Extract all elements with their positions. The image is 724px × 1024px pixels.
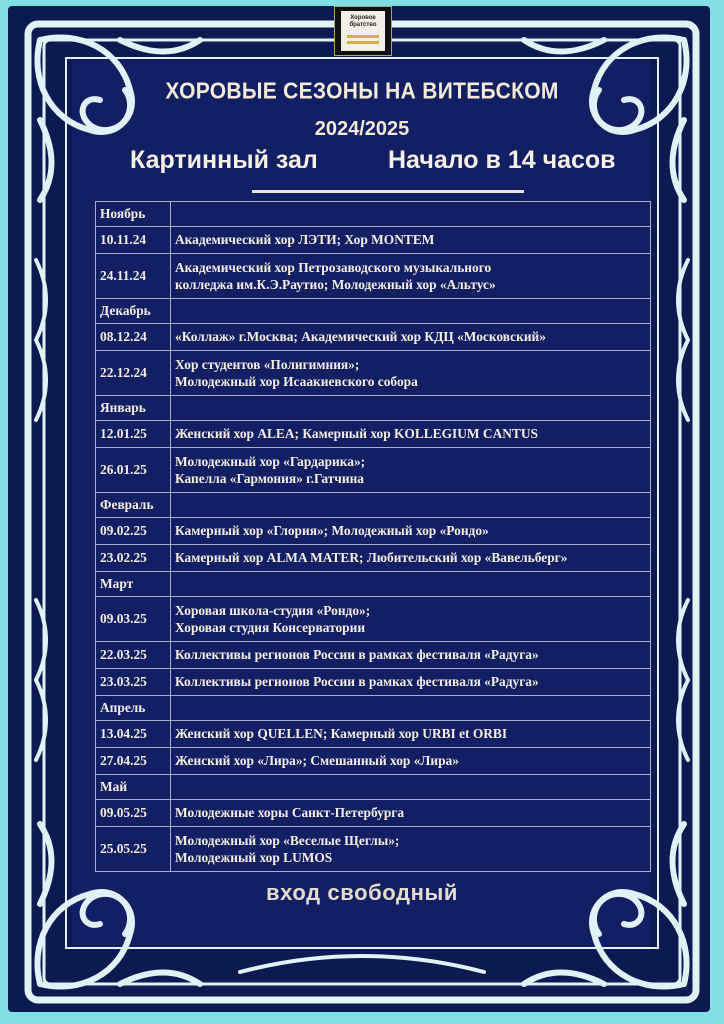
month-empty-cell	[171, 396, 651, 421]
month-label: Декабрь	[96, 299, 171, 324]
start-time: Начало в 14 часов	[388, 146, 616, 174]
concert-performers	[171, 597, 651, 642]
performer-line: Хоровая студия Консерватории	[175, 620, 366, 635]
concert-row	[96, 642, 651, 669]
concert-performers	[171, 351, 651, 396]
concert-row	[96, 227, 651, 254]
concert-performers	[171, 227, 651, 254]
concert-date: 09.02.25	[96, 518, 171, 545]
concert-date: 22.12.24	[96, 351, 171, 396]
month-row	[96, 572, 651, 597]
performer-line: Молодежные хоры Санкт-Петербурга	[175, 805, 405, 821]
performer-line: колледжа им.К.Э.Раутио; Молодежный хор «Альтус»	[175, 277, 496, 292]
performer-line: «Коллаж» г.Москва; Академический хор КДЦ «Московский»	[175, 329, 546, 345]
performer-line: Камерный хор ALMA MATER; Любительский хор «Вавельберг»	[175, 550, 568, 566]
concert-performers	[171, 827, 651, 872]
performer-line: Молодежный хор «Гардарика»;	[175, 453, 366, 469]
concert-row	[96, 800, 651, 827]
venue-hall: Картинный зал	[130, 146, 318, 174]
poster-title: ХОРОВЫЕ СЕЗОНЫ НА ВИТЕБСКОМ	[165, 79, 559, 104]
concert-performers	[171, 669, 651, 696]
month-label: Февраль	[96, 493, 171, 518]
month-empty-cell	[171, 696, 651, 721]
performer-line: Хоровая школа-студия «Рондо»;	[175, 602, 371, 618]
month-label: Апрель	[96, 696, 171, 721]
free-entry-note: вход свободный	[265, 880, 459, 905]
performer-line: Академический хор Петрозаводского музыкального	[175, 259, 492, 275]
performer-line: Женский хор ALEA; Камерный хор KOLLEGIUM CANTUS	[175, 426, 538, 442]
month-row	[96, 775, 651, 800]
month-label: Январь	[96, 396, 171, 421]
performer-line: Капелла «Гармония» г.Гатчина	[175, 471, 364, 486]
performer-line: Молодежный хор «Веселые Щеглы»;	[175, 832, 400, 848]
month-label: Март	[96, 572, 171, 597]
concert-row	[96, 748, 651, 775]
month-label: Ноябрь	[96, 202, 171, 227]
concert-row	[96, 669, 651, 696]
concert-row	[96, 721, 651, 748]
concert-date: 24.11.24	[96, 254, 171, 299]
concert-performers	[171, 721, 651, 748]
concert-date: 26.01.25	[96, 448, 171, 493]
month-empty-cell	[171, 493, 651, 518]
month-row	[96, 493, 651, 518]
performer-line: Коллективы регионов России в рамках фестиваля «Радуга»	[175, 647, 539, 663]
month-row	[96, 202, 651, 227]
choir-brotherhood-logo: Хоровое братство	[334, 6, 392, 56]
month-empty-cell	[171, 202, 651, 227]
performer-line: Женский хор QUELLEN; Камерный хор URBI et ORBI	[175, 726, 508, 742]
concert-date: 22.03.25	[96, 642, 171, 669]
concert-performers	[171, 800, 651, 827]
concert-performers	[171, 421, 651, 448]
concert-row	[96, 597, 651, 642]
concert-schedule-table	[95, 201, 651, 872]
concert-performers	[171, 748, 651, 775]
concert-row	[96, 254, 651, 299]
concert-date: 10.11.24	[96, 227, 171, 254]
concert-row	[96, 324, 651, 351]
concert-date: 25.05.25	[96, 827, 171, 872]
performer-line: Коллективы регионов России в рамках фестиваля «Радуга»	[175, 674, 539, 690]
concert-date: 09.05.25	[96, 800, 171, 827]
concert-date: 09.03.25	[96, 597, 171, 642]
performer-line: Молодежный хор Исаакиевского собора	[175, 374, 418, 389]
concert-performers	[171, 324, 651, 351]
concert-row	[96, 448, 651, 493]
concert-date: 08.12.24	[96, 324, 171, 351]
concert-date: 23.02.25	[96, 545, 171, 572]
concert-date: 12.01.25	[96, 421, 171, 448]
concert-performers	[171, 254, 651, 299]
concert-row	[96, 827, 651, 872]
concert-performers	[171, 518, 651, 545]
concert-date: 13.04.25	[96, 721, 171, 748]
month-row	[96, 396, 651, 421]
performer-line: Хор студентов «Полигимния»;	[175, 356, 360, 372]
title-underline	[252, 190, 524, 193]
performer-line: Камерный хор «Глория»; Молодежный хор «Рондо»	[175, 523, 489, 539]
concert-row	[96, 351, 651, 396]
month-label: Май	[96, 775, 171, 800]
concert-performers	[171, 642, 651, 669]
month-row	[96, 696, 651, 721]
concert-performers	[171, 448, 651, 493]
concert-row	[96, 545, 651, 572]
performer-line: Академический хор ЛЭТИ; Хор MONTEM	[175, 232, 435, 248]
performer-line: Женский хор «Лира»; Смешанный хор «Лира»	[175, 753, 459, 769]
concert-row	[96, 518, 651, 545]
month-empty-cell	[171, 299, 651, 324]
season-years: 2024/2025	[314, 118, 410, 140]
concert-performers	[171, 545, 651, 572]
month-empty-cell	[171, 775, 651, 800]
concert-date: 23.03.25	[96, 669, 171, 696]
performer-line: Молодежный хор LUMOS	[175, 850, 333, 865]
concert-row	[96, 421, 651, 448]
concert-date: 27.04.25	[96, 748, 171, 775]
month-empty-cell	[171, 572, 651, 597]
month-row	[96, 299, 651, 324]
